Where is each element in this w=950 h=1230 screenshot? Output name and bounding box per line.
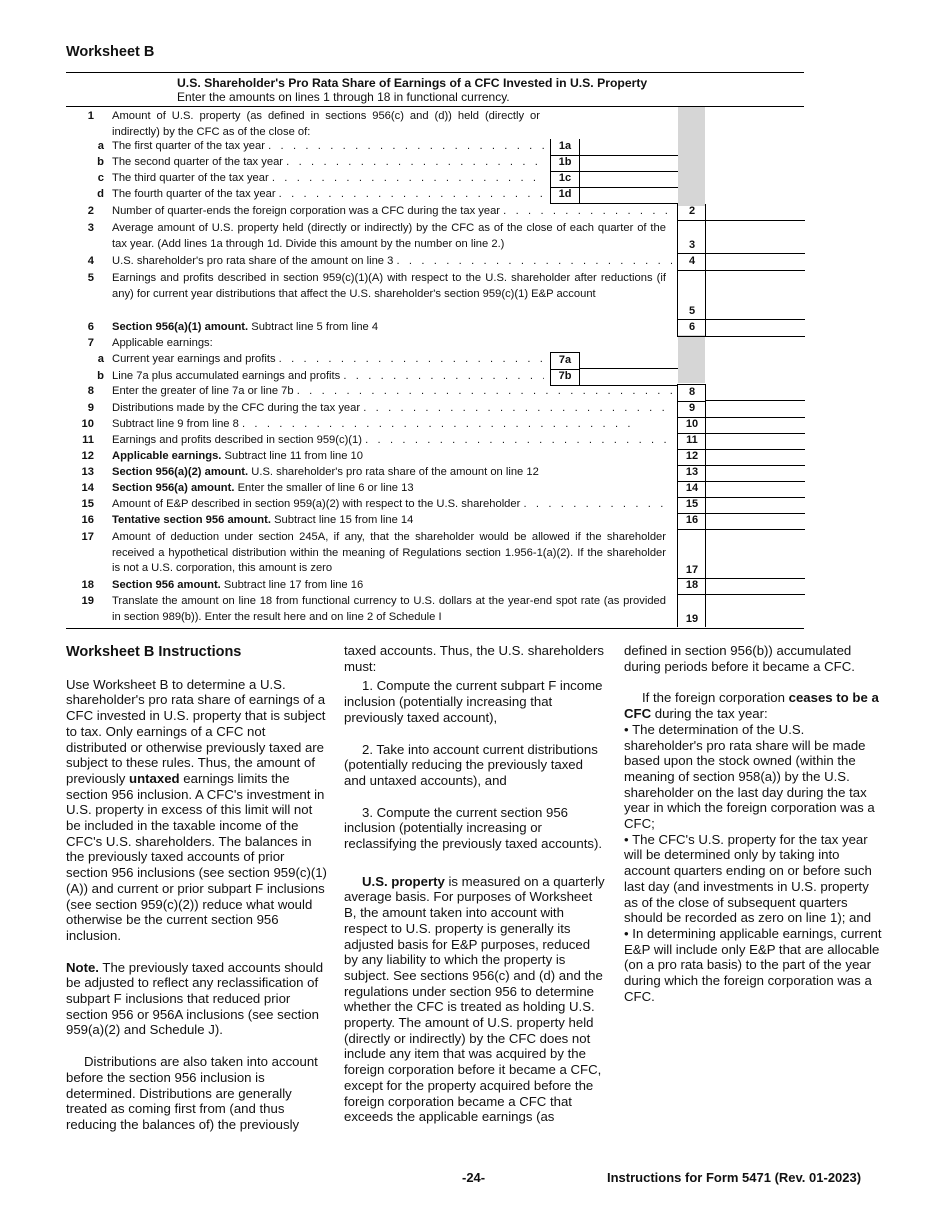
line-18: 18 Section 956 amount. Subtract line 17 from line 16 18 [66,578,804,594]
line-2: 2 Number of quarter-ends the foreign corporation was a CFC during the tax year . . 2 [66,204,804,220]
worksheet-label: Worksheet B [66,44,155,60]
line-7b: b Line 7a plus accumulated earnings and profits . . 7b [66,369,804,385]
form-footer: Instructions for Form 5471 (Rev. 01-2023) [607,1170,862,1185]
input-12[interactable] [705,449,805,466]
line-7: 7 Applicable earnings: [87,337,213,349]
line-19: 19 Translate the amount on line 18 from functional currency to U.S. dollars at the year-end spot rate (as provided in section 989(b)). Enter the result here and on line 2 of Schedule I 19 [66,594,804,627]
line-9: 9 Distributions made by the CFC during the tax year . . 9 [66,401,804,417]
bullet-icon: • [624,721,629,737]
line-1: 1 Amount of U.S. property (as defined in sections 956(c) and (d)) held (directly or indirectly) by the CFC as of the close of: [87,110,540,138]
line-15: 15 Amount of E&P described in section 959(a)(2) with respect to the U.S. shareholder . . 15 [66,497,804,513]
input-17[interactable] [705,530,805,579]
line-1c: c The third quarter of the tax year . . 1c [66,171,804,187]
line-10: 10 Subtract line 9 from line 8 . . 10 [66,417,804,433]
distributions-paragraph: Distributions are also taken into account before the section 956 inclusion is determined. Distributions are generally treated as coming first from (and thus reducing the balances of) the previously [66,1054,318,1132]
bullet-icon: • [624,831,629,847]
input-14[interactable] [705,481,805,498]
input-5[interactable] [705,271,805,320]
input-16[interactable] [705,513,805,530]
input-10[interactable] [705,417,805,434]
us-property-paragraph: U.S. property is measured on a quarterly average basis. For purposes of Worksheet B, the amount taken into account with respect to U.S. property is generally its adjusted basis for E&P purposes, reduced by any liability to which the property is subject. See sections 956(c) and (d) and the regulations under section 956 to determine whether the CFC is treated as holding U.S. property. The amount of U.S. property held (directly or indirectly) by the CFC does not include any item that was acquired by the foreign corporation before it became a CFC, except for the property acquired before the foreign corporation became a CFC that exceeds the applicable earnings (as [344,873,605,1125]
line-1d: d The fourth quarter of the tax year . . 1d [66,187,804,203]
line-16: 16 Tentative section 956 amount. Subtract line 15 from line 14 16 [66,513,804,529]
step-3: 3. Compute the current section 956 inclusion (potentially increasing or reclassifying the previously taxed accounts). [344,804,603,852]
input-1a[interactable] [579,139,678,156]
input-4[interactable] [705,254,805,271]
worksheet-title: U.S. Shareholder's Pro Rata Share of Earnings of a CFC Invested in U.S. Property [177,76,648,90]
instructions-column-3 [624,643,886,1020]
input-13[interactable] [705,465,805,482]
line-3: 3 Average amount of U.S. property held (directly or indirectly) by the CFC as of the close of each quarter of the tax year. (Add lines 1a through 1d. Divide this amount by the number on line 2.) 3 [66,221,804,253]
input-8[interactable] [705,384,805,401]
instructions-heading: Worksheet B Instructions [66,644,242,660]
step-2: 2. Take into account current distributions (potentially reducing the previously taxed and untaxed accounts), and [344,741,598,788]
shareholders-paragraph: taxed accounts. Thus, the U.S. shareholders must: [344,643,604,674]
bullet-3: • In determining applicable earnings, current E&P will include only E&P that are allocable (on a pro rata basis) to the part of the year during which the foreign corporation was a CFC. [624,925,882,1004]
input-2[interactable] [705,204,805,221]
line-1a: a The first quarter of the tax year . . 1a [66,139,804,155]
line-13: 13 Section 956(a)(2) amount. U.S. shareholder's pro rata share of the amount on line 12 13 [66,465,804,481]
ceases-paragraph: If the foreign corporation ceases to be a CFC during the tax year: [624,690,879,722]
input-1c[interactable] [579,171,678,188]
worksheet-b-table [66,72,804,629]
line-5: 5 Earnings and profits described in section 959(c)(1)(A) with respect to the U.S. shareholder after reductions (if any) for current year distributions that affect the U.S. shareholder's section 959(c)(1) E&P account 5 [66,271,804,319]
line-11: 11 Earnings and profits described in section 959(c)(1) . . 11 [66,433,804,449]
input-19[interactable] [705,594,805,627]
input-1b[interactable] [579,155,678,172]
cfc-defined-paragraph: defined in section 956(b)) accumulated during periods before it became a CFC. [624,643,855,674]
line-14: 14 Section 956(a) amount. Enter the smaller of line 6 or line 13 14 [66,481,804,497]
input-1d[interactable] [579,187,678,204]
step-1: 1. Compute the current subpart F income inclusion (potentially increasing that previously taxed account), [344,678,603,725]
input-6[interactable] [705,320,805,337]
input-18[interactable] [705,578,805,595]
note-paragraph: Note. The previously taxed accounts should be adjusted to reflect any reclassification of subpart F inclusions that reduced prior section 956 or 956A inclusions (see section 959(a)(2) and Schedule J). [66,959,324,1038]
line-17: 17 Amount of deduction under section 245A, if any, that the shareholder would be allowed if the shareholder received a hypothetical distribution within the meaning of Regulations section 1.956-1(a)(2). If the shareholder is not a U.S. corporation, this amount is zero 17 [66,530,804,578]
line-7a: a Current year earnings and profits . . 7a [66,352,804,368]
line-1b: b The second quarter of the tax year . . 1b [66,155,804,171]
bullet-2: • The CFC's U.S. property for the tax year will be determined only by taking into account quarters ending on or before such last day (and investments in U.S. property as of the close of subsequent quarters should be recorded as zero on line 1); and [624,831,872,926]
bullet-icon: • [624,925,629,941]
instructions-column-2 [344,643,606,1141]
worksheet-header [66,73,804,107]
page-number: -24- [462,1170,486,1185]
line-12: 12 Applicable earnings. Subtract line 11 from line 10 12 [66,449,804,465]
line-8: 8 Enter the greater of line 7a or line 7b . . 8 [66,384,804,400]
line-4: 4 U.S. shareholder's pro rata share of the amount on line 3 . . 4 [66,254,804,270]
worksheet-subtitle: Enter the amounts on lines 1 through 18 in functional currency. [177,90,510,104]
line-6: 6 Section 956(a)(1) amount. Subtract line 5 from line 4 6 [66,320,804,336]
input-9[interactable] [705,401,805,418]
input-3[interactable] [705,221,805,254]
intro-paragraph: Use Worksheet B to determine a U.S. shareholder's pro rata share of earnings of a CFC invested in U.S. property that is subject to tax. Only earnings of a CFC not distributed or otherwise previously taxed are subject to these rules. Thus, the amount of previously untaxed earnings limits the section 956 inclusion. A CFC's investment in U.S. property in excess of this limit will not be included in the taxable income of the CFC's U.S. shareholders. The balances in the previously taxed accounts of prior section 956 inclusions (see section 959(c)(1)(A)) and current or prior subpart F inclusions (see section 959(c)(2)) reduce what would otherwise be the current section 956 inclusion. [66,676,327,943]
instructions-column-1 [66,645,328,1149]
input-15[interactable] [705,497,805,514]
bullet-1: • The determination of the U.S. shareholder's pro rata share will be made based upon the stock owned (within the meaning of section 958(a)) by the U.S. shareholder on the last day during the tax year in which the foreign corporation was a CFC; [624,721,875,832]
input-11[interactable] [705,433,805,450]
input-7a[interactable] [579,352,678,369]
